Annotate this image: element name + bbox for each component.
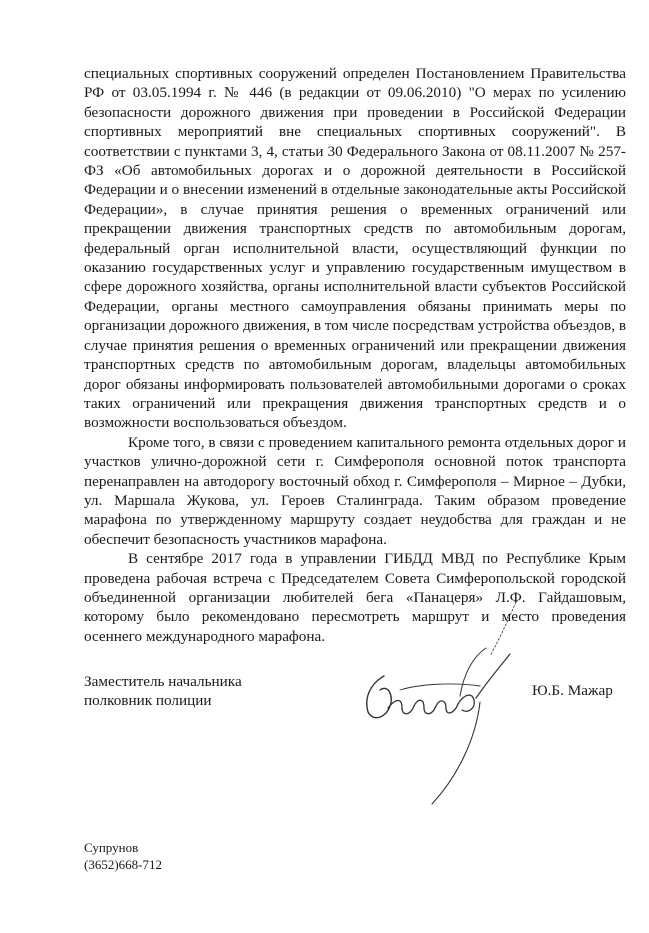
paragraph-legal-basis: специальных спортивных сооружений определен Постановлением Правительства РФ от 03.05.1994 г. № 446 (в редакции от 09.06.2010) "О мерах по усилению безопасности дорожного движения при проведении в Российской Федерации спортивных мероприятий вне специальных спортивных сооружений". В соответствии с пунктами 3, 4, статьи 30 Федерального Закона от 08.11.2007 № 257-ФЗ «Об автомобильных дорогах и о дорожной деятельности в Российской Федерации и о внесении изменений в отдельные законодательные акты Российской Федерации», в случае принятия решения о временных ограничений или прекращении движения транспортных средств по автомобильным дорогам, федеральный орган исполнительной власти, осуществляющий функции по оказанию государственных услуг и управлению государственным имуществом в сфере дорожного хозяйства, органы исполнительной власти субъектов Российской Федерации, органы местного самоуправления обязаны принимать меры по организации дорожного движения, в том числе посредствам устройства объездов, в случае принятия решения о временных ограничений или прекращении движения транспортных средств по автомобильным дорогам, владельцы автомобильных дорог обязаны информировать пользователей автомобильными дорогами о сроках таких ограничений или прекращения движения транспортных средств и о возможности воспользоваться объездом. <box>84 65 626 432</box>
handwritten-signature <box>340 598 540 808</box>
executor-name: Супрунов <box>84 840 139 855</box>
signer-position-line1: Заместитель начальника <box>84 673 242 690</box>
signer-position-line2: полковник полиции <box>84 692 212 710</box>
letter-body <box>84 64 626 646</box>
paragraph-meeting: В сентябре 2017 года в управлении ГИБДД МВД по Республике Крым проведена рабочая встреча с Председателем Совета Симферопольской городской объединенной организации любителей бега «Панацеря» Л.Ф. Гайдашовым, которому было рекомендовано пересмотреть маршрут и место проведения осеннего международного марафона. <box>84 550 626 645</box>
signer-position <box>84 672 242 711</box>
signer-name: Ю.Б. Мажар <box>532 682 613 699</box>
paragraph-road-repair: Кроме того, в связи с проведением капитального ремонта отдельных дорог и участков улично-дорожной сети г. Симферополя основной поток транспорта перенаправлен на автодорогу восточный обход г. Симферополя – Мирное – Дубки, ул. Маршала Жукова, ул. Героев Сталинграда. Таким образом проведение марафона по утвержденному маршруту создает неудобства для граждан и не обеспечит безопасность участников марафона. <box>84 433 626 548</box>
executor-phone: (3652)668-712 <box>84 857 162 872</box>
executor-info <box>84 839 162 873</box>
